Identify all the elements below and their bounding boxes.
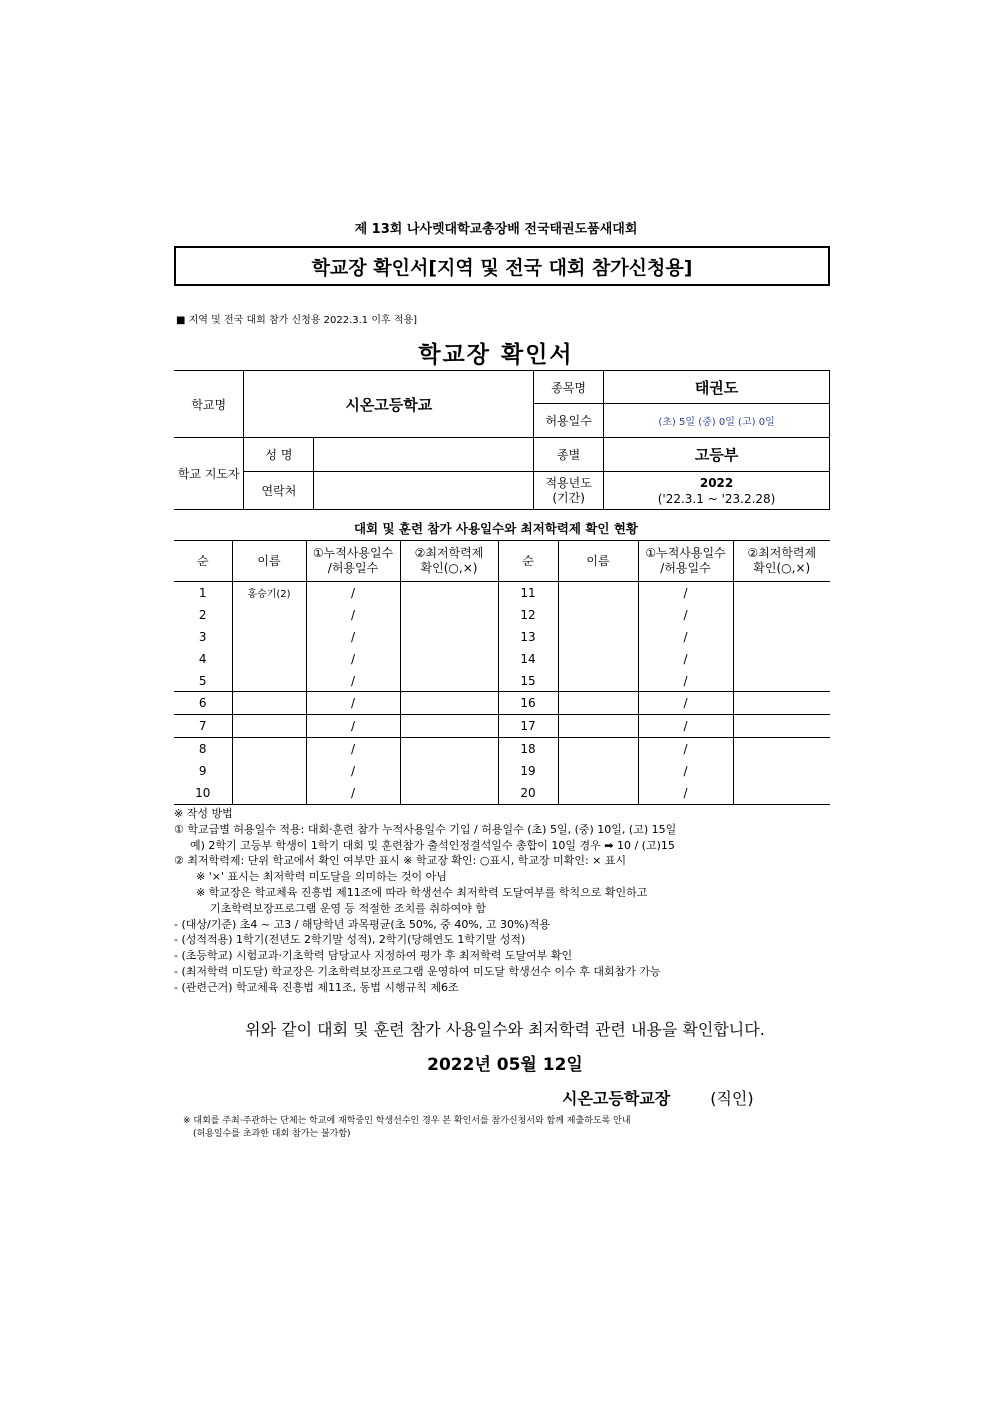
row-name-left <box>232 604 306 626</box>
note-line: - (대상/기준) 초4 ~ 고3 / 해당학년 과목평균(초 50%, 중 40%, 고 30%)적용 <box>174 917 550 931</box>
row-days-right: / <box>638 738 733 760</box>
row-check-left <box>400 648 498 670</box>
row-days-left: / <box>306 760 400 782</box>
apply-year-value: 2022 <box>699 475 734 490</box>
apply-period-label: (기간) <box>552 490 585 505</box>
event-label: 종목명 <box>534 371 604 404</box>
row-name-right <box>558 670 638 692</box>
row-check-right <box>733 692 830 715</box>
row-check-right <box>733 760 830 782</box>
row-seq-right: 20 <box>498 782 558 804</box>
note-line: - (성적적용) 1학기(전년도 2학기말 성적), 2학기(당해연도 1학기말 성적) <box>174 933 526 947</box>
row-name-left <box>232 626 306 648</box>
row-seq-right: 18 <box>498 738 558 760</box>
row-name-right <box>558 626 638 648</box>
row-check-right <box>733 626 830 648</box>
row-name-right <box>558 782 638 804</box>
row-seq-left: 3 <box>174 626 232 648</box>
table-row <box>174 604 830 626</box>
grade-label: 종별 <box>534 438 604 472</box>
row-name-left <box>232 760 306 782</box>
row-name-right <box>558 692 638 715</box>
teacher-contact-label: 연락처 <box>244 472 314 510</box>
header-days-left-l1: ①누적사용일수 <box>312 546 394 560</box>
row-check-right <box>733 715 830 738</box>
row-seq-right: 13 <box>498 626 558 648</box>
signature-school: 시온고등학교장 <box>562 1089 671 1108</box>
table-row <box>174 582 830 604</box>
row-check-left <box>400 760 498 782</box>
note-line: - (관련근거) 학교체육 진흥법 제11조, 동법 시행규칙 제6조 <box>174 980 459 994</box>
row-check-left <box>400 604 498 626</box>
row-days-right: / <box>638 670 733 692</box>
teacher-name-label: 성 명 <box>244 438 314 472</box>
row-days-right: / <box>638 782 733 804</box>
row-name-left <box>232 670 306 692</box>
row-days-left: / <box>306 648 400 670</box>
note-line: ※ 학교장은 학교체육 진흥법 제11조에 따라 학생선수 최저학력 도달여부를 학칙으로 확인하고 <box>196 885 648 899</box>
table-row <box>174 648 830 670</box>
row-check-left <box>400 582 498 604</box>
row-days-right: / <box>638 648 733 670</box>
table-row <box>174 760 830 782</box>
event-value: 태권도 <box>604 371 830 404</box>
row-check-left <box>400 692 498 715</box>
table-row <box>174 738 830 760</box>
row-seq-right: 15 <box>498 670 558 692</box>
document-title: 학교장 확인서 <box>418 342 574 368</box>
apply-year-label-line1: 적용년도 <box>545 475 592 490</box>
header-title: 학교장 확인서[지역 및 전국 대회 참가신청용] <box>311 256 693 279</box>
row-name-right <box>558 604 638 626</box>
note-line: 예) 2학기 고등부 학생이 1학기 대회 및 훈련참가 출석인정결석일수 총합이 10일 경우 ➡ 10 / (고)15 <box>190 838 675 852</box>
row-check-left <box>400 782 498 804</box>
apply-year-value-cell <box>604 472 830 510</box>
footnote-line-2: (허용일수를 초과한 대회 참가는 불가함) <box>193 1129 351 1139</box>
note-line: ① 학교급별 허용일수 적용: 대회·훈련 참가 누적사용일수 기입 / 허용일수 (초) 5일, (중) 10일, (고) 15일 <box>174 822 677 836</box>
row-check-right <box>733 670 830 692</box>
header-days-left-l2: /허용일수 <box>327 561 379 575</box>
teacher-name-value <box>314 438 534 472</box>
row-check-left <box>400 626 498 648</box>
row-days-left: / <box>306 582 400 604</box>
row-check-right <box>733 738 830 760</box>
note-line: - (초등학교) 시험교과·기초학력 담당교사 지정하여 평가 후 최저학력 도달여부 확인 <box>174 949 573 963</box>
row-name-left <box>232 738 306 760</box>
row-seq-right: 14 <box>498 648 558 670</box>
header-days-left <box>306 541 400 582</box>
row-name-left <box>232 692 306 715</box>
row-name-right <box>558 715 638 738</box>
row-days-right: / <box>638 692 733 715</box>
row-days-left: / <box>306 670 400 692</box>
row-days-right: / <box>638 604 733 626</box>
row-seq-left: 10 <box>174 782 232 804</box>
note-line: - (최저학력 미도달) 학교장은 기초학력보장프로그램 운영하여 미도달 학생선수 이수 후 대회참가 가능 <box>174 964 661 978</box>
row-seq-left: 9 <box>174 760 232 782</box>
school-name-value: 시온고등학교 <box>244 371 534 438</box>
school-info-table <box>174 370 830 510</box>
notes-heading: ※ 작성 방법 <box>174 807 233 820</box>
header-check-left-l1: ②최저학력제 <box>414 546 484 560</box>
table-row <box>174 715 830 738</box>
row-seq-left: 4 <box>174 648 232 670</box>
row-seq-left: 5 <box>174 670 232 692</box>
header-name-left: 이름 <box>232 541 306 582</box>
note-line: 기초학력보장프로그램 운영 등 적절한 조치를 취하여야 함 <box>210 901 487 915</box>
row-seq-right: 19 <box>498 760 558 782</box>
row-name-right <box>558 760 638 782</box>
row-seq-left: 6 <box>174 692 232 715</box>
header-title-box <box>174 246 830 286</box>
row-seq-left: 2 <box>174 604 232 626</box>
header-days-right <box>638 541 733 582</box>
signature-line <box>562 1086 754 1109</box>
row-days-left: / <box>306 738 400 760</box>
row-days-right: / <box>638 626 733 648</box>
row-seq-left: 1 <box>174 582 232 604</box>
teacher-contact-value <box>314 472 534 510</box>
footnote-line-1: ※ 대회를 주최·주관하는 단체는 학교에 재학중인 학생선수인 경우 본 확인서를 참가신청서와 함께 제출하도록 안내 <box>183 1116 631 1126</box>
note-line: ※ '×' 표시는 최저학력 미도달을 의미하는 것이 아님 <box>196 870 447 884</box>
usage-table-caption: 대회 및 훈련 참가 사용일수와 최저학력제 확인 현황 <box>353 521 639 536</box>
issue-date: 2022년 05월 12일 <box>427 1055 583 1075</box>
school-name-label: 학교명 <box>174 371 244 438</box>
footnote <box>183 1115 833 1141</box>
row-seq-left: 7 <box>174 715 232 738</box>
row-days-left: / <box>306 715 400 738</box>
event-title: 제 13회 나사렛대학교총장배 전국태권도품새대회 <box>354 222 638 237</box>
allowed-days-value: (초) 5일 (중) 0일 (고) 0일 <box>604 404 830 438</box>
usage-table <box>174 540 830 805</box>
row-days-left: / <box>306 782 400 804</box>
table-row <box>174 670 830 692</box>
table-row <box>174 782 830 804</box>
row-check-right <box>733 604 830 626</box>
usage-table-header-row <box>174 541 830 582</box>
row-name-left <box>232 715 306 738</box>
official-seal-label: (직인) <box>710 1089 754 1108</box>
row-name-left <box>232 782 306 804</box>
header-seq-right: 순 <box>498 541 558 582</box>
header-check-left-l2: 확인(○,×) <box>420 561 478 575</box>
table-row <box>174 626 830 648</box>
row-days-right: / <box>638 582 733 604</box>
teacher-label: 학교 지도자 <box>174 438 244 510</box>
row-seq-left: 8 <box>174 738 232 760</box>
header-days-right-l2: /허용일수 <box>660 561 711 575</box>
row-check-right <box>733 582 830 604</box>
row-name-left <box>232 648 306 670</box>
header-check-right <box>733 541 830 582</box>
row-check-left <box>400 715 498 738</box>
row-name-right <box>558 648 638 670</box>
row-days-left: / <box>306 626 400 648</box>
row-name-right <box>558 738 638 760</box>
row-seq-right: 11 <box>498 582 558 604</box>
header-seq-left: 순 <box>174 541 232 582</box>
confirm-statement: 위와 같이 대회 및 훈련 참가 사용일수와 최저학력 관련 내용을 확인합니다. <box>245 1020 765 1039</box>
row-check-left <box>400 738 498 760</box>
note-line: ② 최저학력제: 단위 학교에서 확인 여부만 표시 ※ 학교장 확인: ○표시, 학교장 미확인: × 표시 <box>174 854 627 868</box>
apply-year-label <box>534 472 604 510</box>
header-days-right-l1: ①누적사용일수 <box>645 546 726 560</box>
row-seq-right: 17 <box>498 715 558 738</box>
instructions-notes <box>174 806 834 996</box>
allowed-days-label: 허용일수 <box>534 404 604 438</box>
table-row <box>174 692 830 715</box>
grade-value: 고등부 <box>604 438 830 472</box>
row-days-left: / <box>306 692 400 715</box>
row-seq-right: 12 <box>498 604 558 626</box>
row-check-left <box>400 670 498 692</box>
header-check-right-l1: ②최저학력제 <box>747 546 817 560</box>
header-name-right: 이름 <box>558 541 638 582</box>
row-days-left: / <box>306 604 400 626</box>
row-check-right <box>733 648 830 670</box>
row-check-right <box>733 782 830 804</box>
apply-period-value: ('22.3.1 ~ '23.2.28) <box>657 491 776 506</box>
row-days-right: / <box>638 760 733 782</box>
scope-note: ■ 지역 및 전국 대회 참가 신청용 2022.3.1 이후 적용] <box>176 315 418 326</box>
header-check-right-l2: 확인(○,×) <box>753 561 811 575</box>
row-seq-right: 16 <box>498 692 558 715</box>
row-days-right: / <box>638 715 733 738</box>
row-name-right <box>558 582 638 604</box>
row-name-left: 홍승기(2) <box>232 582 306 604</box>
header-check-left <box>400 541 498 582</box>
